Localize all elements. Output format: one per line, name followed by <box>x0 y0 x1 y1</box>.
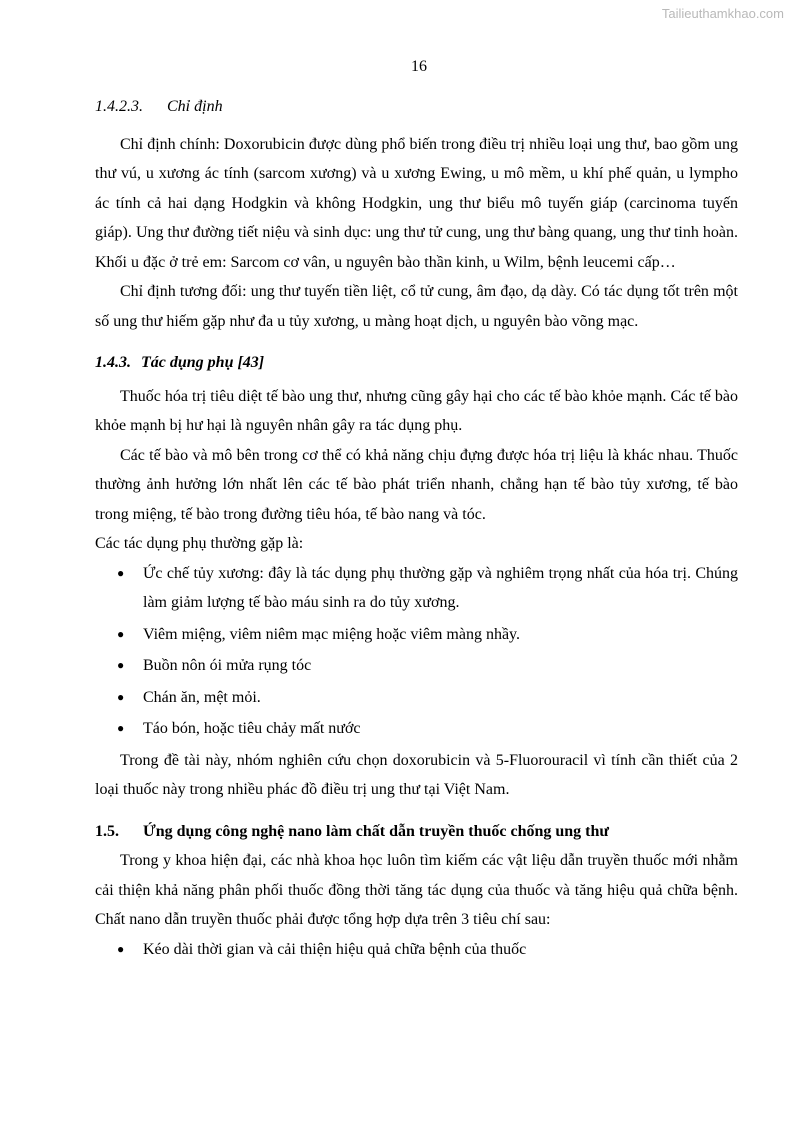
bullet-icon: ● <box>117 689 125 704</box>
list-item: ● Táo bón, hoặc tiêu chảy mất nước <box>95 714 738 744</box>
heading-title: Ứng dụng công nghệ nano làm chất dẫn truyền thuốc chống ung thư <box>143 822 609 840</box>
heading-number: 1.4.2.3. <box>95 98 143 115</box>
heading-number: 1.5. <box>95 822 119 840</box>
paragraph: Chỉ định tương đối: ung thư tuyến tiền liệt, cổ tử cung, âm đạo, dạ dày. Có tác dụng tốt trên một số ung thư hiếm gặp như đa u tủy xương, u màng hoạt dịch, u nguyên bào võng mạc. <box>95 283 738 330</box>
heading-title: Tác dụng phụ [43] <box>141 354 265 371</box>
paragraph: Trong đề tài này, nhóm nghiên cứu chọn doxorubicin và 5-Fluorouracil vì tính cần thiết của 2 loại thuốc này trong nhiều phác đồ điều trị ung thư tại Việt Nam. <box>95 751 738 798</box>
heading-title: Chỉ định <box>167 98 223 115</box>
heading-1-4-2-3 <box>95 92 738 122</box>
list-item: ● Buồn nôn ói mửa rụng tóc <box>95 651 738 681</box>
criteria-list <box>95 935 738 965</box>
paragraph: Chỉ định chính: Doxorubicin được dùng phổ biến trong điều trị nhiều loại ung thư, bao gồm ung thư vú, u xương ác tính (sarcom xương) và u xương Ewing, u mô mềm, u khí phế quản, u lympho ác tính cả hai dạng Hodgkin và không Hodgkin, ung thư biểu mô tuyến giáp (carcinoma tuyến giáp). Ung thư đường tiết niệu và sinh dục: ung thư tử cung, ung thư bàng quang, ung thư tinh hoàn. Khối u đặc ở trẻ em: Sarcom cơ vân, u nguyên bào thần kinh, u Wilm, bệnh leucemi cấp… <box>95 135 738 271</box>
paragraph: Thuốc hóa trị tiêu diệt tế bào ung thư, nhưng cũng gây hại cho các tế bào khỏe mạnh. Các tế bào khỏe mạnh bị hư hại là nguyên nhân gây ra tác dụng phụ. <box>95 387 738 434</box>
bullet-icon: ● <box>117 626 125 641</box>
bullet-icon: ● <box>117 658 125 672</box>
list-item: ● Kéo dài thời gian và cải thiện hiệu quả chữa bệnh của thuốc <box>95 935 738 965</box>
heading-1-4-3 <box>95 348 738 378</box>
list-item: ● Chán ăn, mệt mỏi. <box>95 683 738 713</box>
heading-1-5 <box>95 817 738 847</box>
list-item: ● Ức chế tủy xương: đây là tác dụng phụ thường gặp và nghiêm trọng nhất của hóa trị. Chúng làm giảm lượng tế bào máu sinh ra do tủy xương. <box>95 559 738 618</box>
list-intro: Các tác dụng phụ thường gặp là: <box>95 535 304 552</box>
bullet-icon: ● <box>117 565 125 580</box>
side-effects-list <box>95 559 738 744</box>
paragraph: Các tế bào và mô bên trong cơ thể có khả năng chịu đựng được hóa trị liệu là khác nhau. Thuốc thường ảnh hưởng lớn nhất lên các tế bào phát triển nhanh, chẳng hạn tế bào tủy xương, tế bào trong miệng, tế bào trong đường tiêu hóa, tế bào nang và tóc. <box>95 446 738 523</box>
paragraph: Trong y khoa hiện đại, các nhà khoa học luôn tìm kiếm các vật liệu dẫn truyền thuốc mới nhằm cải thiện khả năng phân phối thuốc đồng thời tăng tác dụng của thuốc và tăng hiệu quả chữa bệnh. Chất nano dẫn truyền thuốc phải được tổng hợp dựa trên 3 tiêu chí sau: <box>95 852 738 928</box>
bullet-icon: ● <box>117 941 125 956</box>
watermark: Tailieuthamkhao.com <box>661 6 784 21</box>
page-number: 16 <box>411 58 427 75</box>
bullet-icon: ● <box>117 721 125 735</box>
document-body <box>95 92 738 966</box>
heading-number: 1.4.3. <box>95 354 131 371</box>
list-item: ● Viêm miệng, viêm niêm mạc miệng hoặc viêm màng nhầy. <box>95 620 738 650</box>
